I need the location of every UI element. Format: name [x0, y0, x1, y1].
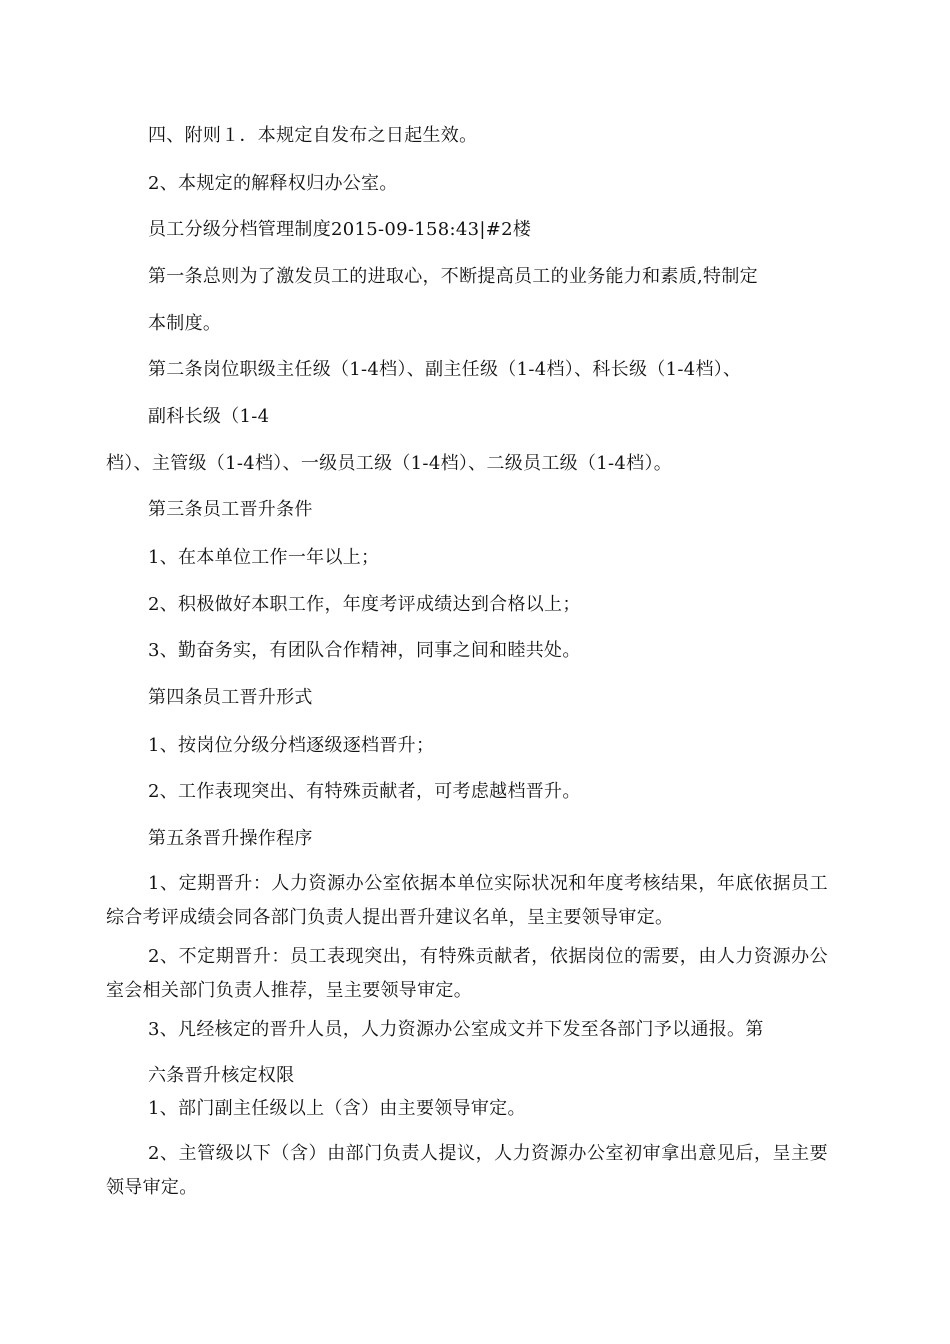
paragraph: 2、不定期晋升：员工表现突出，有特殊贡献者，依据岗位的需要，由人力资源办公室会相关部门负责人推荐，呈主要领导审定。	[106, 946, 828, 1001]
text-line: 2、工作表现突出、有特殊贡献者，可考虑越档晋升。	[148, 781, 581, 802]
text-line: 2、积极做好本职工作，年度考评成绩达到合格以上；	[148, 594, 581, 615]
text-line: 第一条总则为了激发员工的进取心，不断提高员工的业务能力和素质,特制定	[148, 266, 758, 287]
section-heading: 第四条员工晋升形式	[148, 687, 313, 708]
section-heading: 六条晋升核定权限	[148, 1065, 295, 1086]
text-line: 1、部门副主任级以上（含）由主要领导审定。	[148, 1098, 526, 1119]
text-line: 1、在本单位工作一年以上；	[148, 547, 380, 568]
text-line: 1、按岗位分级分档逐级逐档晋升；	[148, 735, 435, 756]
text-line: 3、勤奋务实，有团队合作精神，同事之间和睦共处。	[148, 640, 581, 661]
text-line: 四、附则１．本规定自发布之日起生效。	[148, 125, 478, 146]
section-heading: 第五条晋升操作程序	[148, 828, 313, 849]
paragraph: 1、定期晋升：人力资源办公室依据本单位实际状况和年度考核结果，年底依据员工综合考评成绩会同各部门负责人提出晋升建议名单，呈主要领导审定。	[106, 873, 828, 928]
text-line: 本制度。	[148, 313, 222, 334]
section-heading: 第三条员工晋升条件	[148, 499, 313, 520]
text-line: 3、凡经核定的晋升人员，人力资源办公室成文并下发至各部门予以通报。第	[148, 1019, 764, 1040]
text-line: 副科长级（1-4	[148, 406, 270, 427]
paragraph: 2、主管级以下（含）由部门负责人提议，人力资源办公室初审拿出意见后，呈主要领导审定。	[106, 1143, 828, 1198]
text-line: 2、本规定的解释权归办公室。	[148, 173, 398, 194]
text-line: 第二条岗位职级主任级（1-4档）、副主任级（1-4档）、科长级（1-4档）、	[148, 359, 742, 380]
text-line: 档）、主管级（1-4档）、一级员工级（1-4档）、二级员工级（1-4档）。	[106, 453, 673, 474]
text-line: 员工分级分档管理制度2015-09-158:43|#2楼	[148, 219, 532, 240]
